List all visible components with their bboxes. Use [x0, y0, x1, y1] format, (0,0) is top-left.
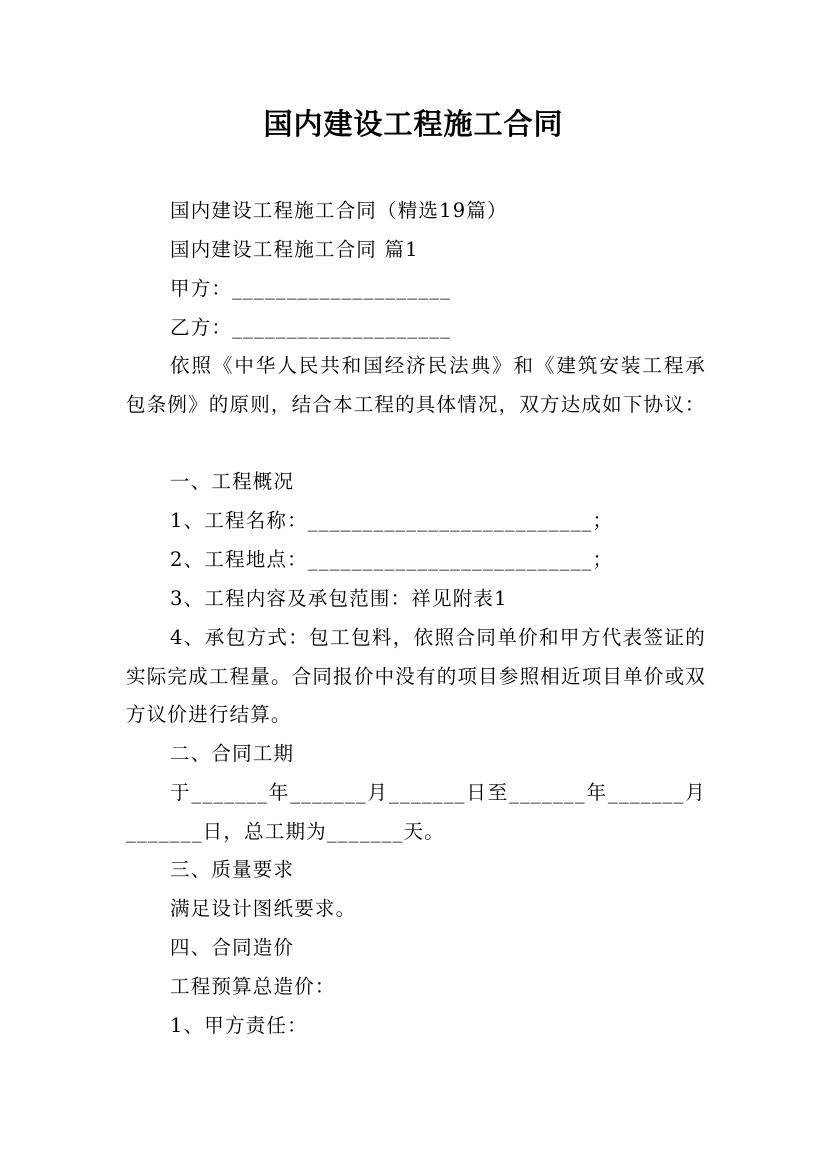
paragraph-heading-quality: 三、质量要求 [170, 858, 295, 881]
paragraph-heading-duration: 二、合同工期 [170, 742, 295, 765]
paragraph-project-location: 2、工程地点：__________________________； [170, 548, 614, 571]
paragraph-party-a: 甲方：____________________ [170, 277, 452, 300]
paragraph-project-scope: 3、工程内容及承包范围：祥见附表1 [170, 587, 508, 610]
paragraph-party-a-duty: 1、甲方责任： [170, 1014, 308, 1037]
paragraph-party-b: 乙方：____________________ [170, 316, 452, 339]
paragraph-section-heading: 国内建设工程施工合同 篇1 [170, 238, 419, 261]
paragraph-heading-overview: 一、工程概况 [170, 470, 295, 493]
paragraph-heading-price: 四、合同造价 [170, 936, 295, 959]
paragraph-budget: 工程预算总造价： [170, 975, 336, 998]
paragraph-subtitle: 国内建设工程施工合同（精选19篇） [170, 199, 508, 222]
paragraph-basis: 依照《中华人民共和国经济民法典》和《建筑安装工程承包条例》的原则，结合本工程的具体情况，双方达成如下协议： [126, 354, 706, 416]
paragraph-contract-method: 4、承包方式：包工包料，依照合同单价和甲方代表签证的实际完成工程量。合同报价中没有的项目参照相近项目单价或双方议价进行结算。 [126, 626, 706, 726]
paragraph-duration: 于_______年_______月_______日至_______年_______月_______日，总工期为_______天。 [126, 781, 706, 843]
paragraph-project-name: 1、工程名称：__________________________； [170, 509, 614, 532]
paragraph-quality: 满足设计图纸要求。 [170, 897, 357, 920]
document-title: 国内建设工程施工合同 [263, 107, 564, 141]
